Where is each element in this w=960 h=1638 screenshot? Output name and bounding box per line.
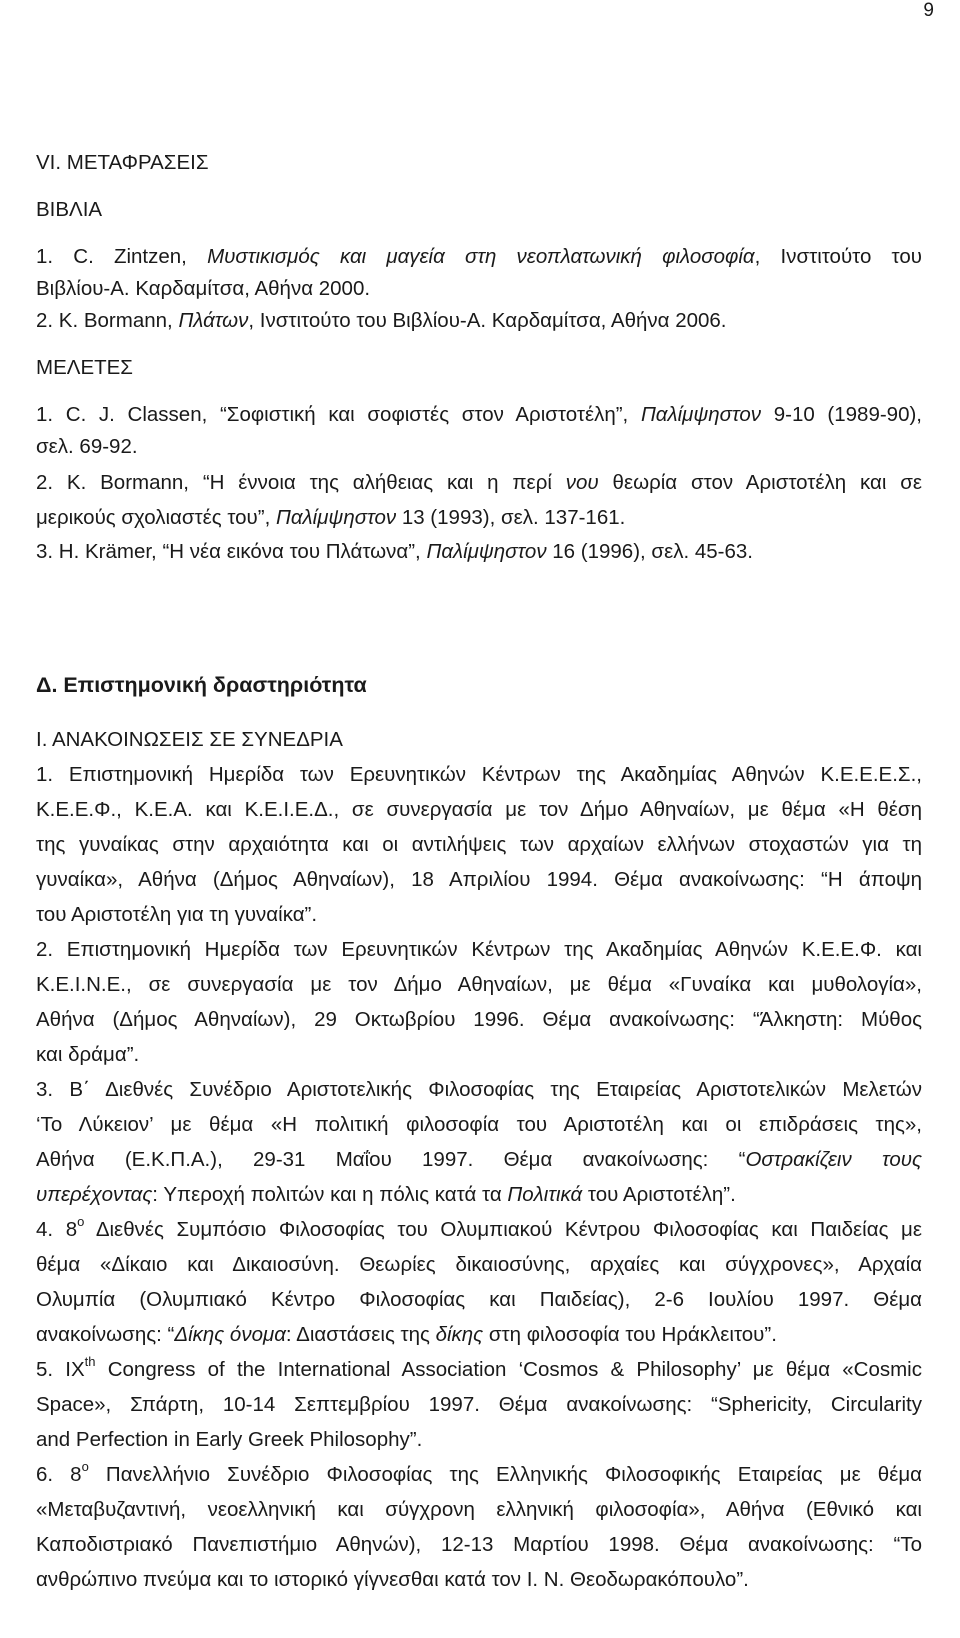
research-activity-heading: Δ. Επιστημονική δραστηριότητα xyxy=(36,673,367,697)
conference-2-line-3: Αθήνα (Δήμος Αθηναίων), 29 Οκτωβρίου 1996. Θέμα ανακοίνωσης: “Άλκηστη: Μύθος xyxy=(36,1008,922,1031)
conference-1-line-1: 1. Επιστημονική Ημερίδα των Ερευνητικών Κέντρων της Ακαδημίας Αθηνών Κ.Ε.Ε.Ε.Σ., xyxy=(36,763,922,786)
conference-6-line-4: ανθρώπινο πνεύμα και το ιστορικό γίγνεσθαι κατά τον Ι. Ν. Θεοδωρακόπουλο”. xyxy=(36,1568,749,1591)
conference-3-line-4: υπερέχοντας: Υπεροχή πολιτών και η πόλις κατά τα Πολιτικά του Αριστοτέλη”. xyxy=(36,1183,736,1206)
conference-3-line-3: Αθήνα (Ε.Κ.Π.Α.), 29-31 Μαΐου 1997. Θέμα ανακοίνωσης: “Οστρακίζειν τους xyxy=(36,1148,922,1171)
conference-6-line-1: 6. $8^o$ Πανελλήνιο Συνέδριο Φιλοσοφίας της Ελληνικής Φιλοσοφικής Εταιρείας με θέμα xyxy=(36,1459,923,1486)
book-entry-1-line-2: Βιβλίου-Α. Καρδαμίτσα, Αθήνα 2000. xyxy=(36,277,371,300)
study-entry-1-line-1: 1. C. J. Classen, “Σοφιστική και σοφιστές στον Αριστοτέλη”, Παλίμψηστον 9-10 (1989-90), xyxy=(36,403,922,426)
translations-heading: VI. ΜΕΤΑΦΡΑΣΕΙΣ xyxy=(36,151,209,174)
conference-4-line-1: 4. $8^o$ Διεθνές Συμπόσιο Φιλοσοφίας του Ολυμπιακού Κέντρου Φιλοσοφίας και Παιδείας με xyxy=(36,1214,922,1241)
conference-2-line-4: και δράμα”. xyxy=(36,1043,140,1066)
conference-6-line-2: «Μεταβυζαντινή, νεοελληνική και σύγχρονη ελληνική φιλοσοφία», Αθήνα (Εθνικό και xyxy=(36,1498,922,1521)
conference-1-line-3: της γυναίκας στην αρχαιότητα και οι αντιλήψεις των αρχαίων ελλήνων στοχαστών για τη xyxy=(36,833,922,856)
conferences-heading: Ι. ΑΝΑΚΟΙΝΩΣΕΙΣ ΣΕ ΣΥΝΕΔΡΙΑ xyxy=(36,728,343,751)
books-heading: ΒΙΒΛΙΑ xyxy=(36,198,103,221)
conference-4-line-3: Ολυμπία (Ολυμπιακό Κέντρο Φιλοσοφίας και Παιδείας), 2-6 Ιουλίου 1997. Θέμα xyxy=(36,1288,922,1311)
conference-5-line-3: and Perfection in Early Greek Philosophy”. xyxy=(36,1428,423,1451)
conference-4-line-2: θέμα «Δίκαιο και Δικαιοσύνη. Θεωρίες δικαιοσύνης, αρχαίες και σύγχρονες», Αρχαία xyxy=(36,1253,922,1276)
study-entry-2-line-2: μερικούς σχολιαστές του”, Παλίμψηστον 13 (1993), σελ. 137-161. xyxy=(36,506,626,529)
conference-1-line-2: Κ.Ε.Ε.Φ., Κ.Ε.Α. και Κ.Ε.Ι.Ε.Δ., σε συνεργασία με τον Δήμο Αθηναίων, με θέμα «Η θέση xyxy=(36,798,922,821)
study-entry-1-line-2: σελ. 69-92. xyxy=(36,435,138,458)
studies-heading: ΜΕΛΕΤΕΣ xyxy=(36,356,133,379)
conference-3-line-1: 3. Β΄ Διεθνές Συνέδριο Αριστοτελικής Φιλοσοφίας της Εταιρείας Αριστοτελικών Μελετών xyxy=(36,1078,922,1101)
conference-6-line-3: Καποδιστριακό Πανεπιστήμιο Αθηνών), 12-13 Μαρτίου 1998. Θέμα ανακοίνωσης: “Το xyxy=(36,1533,922,1556)
conference-1-line-5: του Αριστοτέλη για τη γυναίκα”. xyxy=(36,903,318,926)
conference-3-line-2: ‘Το Λύκειον’ με θέμα «Η πολιτική φιλοσοφία του Αριστοτέλη και οι επιδράσεις της», xyxy=(36,1113,922,1136)
study-entry-3: 3. H. Krämer, “Η νέα εικόνα του Πλάτωνα”, Παλίμψηστον 16 (1996), σελ. 45-63. xyxy=(36,540,753,563)
conference-2-line-2: Κ.Ε.Ι.Ν.Ε., σε συνεργασία με τον Δήμο Αθηναίων, με θέμα «Γυναίκα και μυθολογία», xyxy=(36,973,922,996)
study-entry-2-line-1: 2. K. Bormann, “Η έννοια της αλήθειας και η περί νου θεωρία στον Αριστοτέλη και σε xyxy=(36,471,923,494)
book-entry-2: 2. K. Bormann, Πλάτων, Ινστιτούτο του Βιβλίου-Α. Καρδαμίτσα, Αθήνα 2006. xyxy=(36,309,727,332)
conference-5-line-1: 5. IXth Congress of the International Association ‘Cosmos & Philosophy’ με θέμα «Cosmic xyxy=(36,1354,922,1381)
conference-1-line-4: γυναίκα», Αθήνα (Δήμος Αθηναίων), 18 Απριλίου 1994. Θέμα ανακοίνωσης: “Η άποψη xyxy=(36,868,922,891)
page-number: 9 xyxy=(923,0,934,21)
conference-4-line-4: ανακοίνωσης: “Δίκης όνομα: Διαστάσεις της δίκης στη φιλοσοφία του Ηράκλειτου”. xyxy=(36,1323,777,1346)
conference-2-line-1: 2. Επιστημονική Ημερίδα των Ερευνητικών Κέντρων της Ακαδημίας Αθηνών Κ.Ε.Ε.Φ. και xyxy=(36,938,922,961)
conference-5-line-2: Space», Σπάρτη, 10-14 Σεπτεμβρίου 1997. Θέμα ανακοίνωσης: “Sphericity, Circularity xyxy=(36,1393,922,1416)
book-entry-1-line-1: 1. C. Zintzen, Μυστικισμός και μαγεία στη νεοπλατωνική φιλοσοφία, Ινστιτούτο του xyxy=(36,245,922,268)
